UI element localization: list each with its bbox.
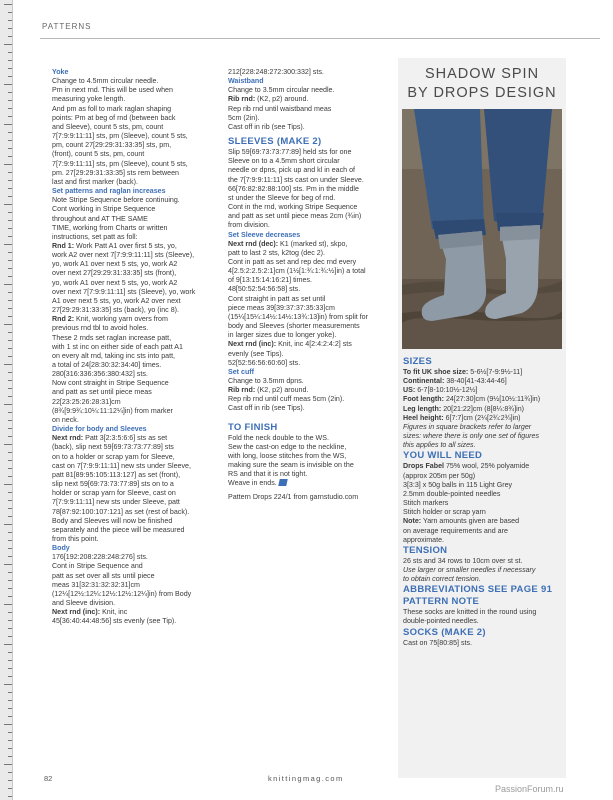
ruler-tick bbox=[4, 284, 12, 285]
body-line: 7[7:9:9:11:11] new sts under Sleeve, patt bbox=[52, 498, 180, 507]
body-line: on every alt rnd, taking inc sts into patt, bbox=[52, 351, 176, 360]
ruler-tick bbox=[8, 660, 12, 661]
ruler-tick bbox=[8, 372, 12, 373]
socks-photo bbox=[402, 109, 562, 349]
ruler-tick bbox=[8, 300, 12, 301]
ruler-tick bbox=[8, 236, 12, 237]
ruler-tick bbox=[8, 548, 12, 549]
ruler-tick bbox=[8, 732, 12, 733]
body-line: and Sleeve division. bbox=[52, 599, 116, 608]
ruler-tick bbox=[8, 108, 12, 109]
watermark: PassionForum.ru bbox=[495, 784, 564, 794]
ruler-tick bbox=[8, 172, 12, 173]
body-line: Change to 3.5mm dpns. bbox=[228, 377, 304, 385]
body-line: Stitch markers bbox=[403, 499, 449, 508]
body-line: 5cm (2in). bbox=[228, 113, 260, 122]
ruler-tick bbox=[8, 228, 12, 229]
ruler-tick bbox=[8, 116, 12, 117]
body-line: Cont in Stripe Sequence and bbox=[52, 562, 143, 571]
body-line: These 2 rnds set raglan increase patt, bbox=[52, 333, 172, 342]
ruler-tick bbox=[8, 196, 12, 197]
ruler-tick bbox=[8, 52, 12, 53]
ruler-tick bbox=[8, 316, 12, 317]
body-line: with 1 st inc on either side of each patt A1 bbox=[52, 342, 183, 351]
sidebar-title-designer: BY DROPS DESIGN bbox=[407, 85, 557, 101]
body-line: cast on 7[7:9:9:11:11] new sts under Sleeve, bbox=[52, 461, 191, 470]
body-line: Note Stripe Sequence before continuing. bbox=[52, 196, 180, 205]
body-line: Rib rnd: (K2, p2) around. bbox=[228, 95, 309, 104]
ruler-tick bbox=[8, 740, 12, 741]
ruler-tick bbox=[4, 164, 12, 165]
body-line: on to a holder or scrap yarn for Sleeve, bbox=[52, 452, 175, 461]
body-line: 48[50:52:54:56:58] sts. bbox=[228, 285, 301, 294]
ruler-tick bbox=[8, 292, 12, 293]
body-line: Now cont straight in Stripe Sequence bbox=[52, 379, 169, 388]
ruler-tick bbox=[8, 12, 12, 13]
body-line: a total of 24[28:30:32:34:40] times. bbox=[52, 361, 162, 369]
body-line: 27[29:29:31:33:35] sts (back), yo (inc 8). bbox=[52, 306, 179, 315]
middle-column bbox=[228, 68, 393, 502]
body-line: Cast on 75[80:85] sts. bbox=[403, 638, 473, 647]
body-line: work A2 over next 7[7:9:9:11:11] sts (Sleeve), bbox=[52, 251, 195, 260]
body-line: Cont straight in patt as set until bbox=[228, 294, 326, 303]
ruler-tick bbox=[8, 772, 12, 773]
body-line: Fold the neck double to the WS. bbox=[228, 433, 329, 442]
ruler-tick bbox=[8, 36, 12, 37]
body-line: 52[52:56:56:60:60] sts. bbox=[228, 358, 301, 367]
body-line: measuring yoke length. bbox=[52, 95, 126, 104]
body-line: of 9[13:15:14:16:21] times. bbox=[228, 276, 312, 285]
note-line: sizes: where there is only one set of figures bbox=[403, 432, 540, 441]
body-line: Rnd 2: Knit, working yarn overs from bbox=[52, 315, 168, 324]
body-line: (front), count 5 sts, pm, count bbox=[52, 150, 145, 159]
body-line: meas 31[32:31:32:32:31]cm bbox=[52, 580, 140, 589]
body-line: yo, work A1 over next 5 sts, yo, work A2 bbox=[52, 278, 178, 287]
body-line: Cont in the rnd, working Stripe Sequence bbox=[228, 203, 358, 212]
ruler-tick bbox=[8, 428, 12, 429]
subheading: Body bbox=[52, 544, 70, 553]
ruler-tick bbox=[8, 436, 12, 437]
body-line: the 7[7:9:9:11:11] sts cast on under Sleeve. bbox=[228, 175, 364, 184]
pattern-sidebar bbox=[398, 58, 566, 778]
ruler-tick bbox=[8, 396, 12, 397]
ruler-tick bbox=[4, 364, 12, 365]
body-line: Rep rib rnd until cuff meas 5cm (2in). bbox=[228, 395, 345, 404]
sidebar-title bbox=[398, 58, 566, 103]
body-line: Pattern Drops 224/1 from garnstudio.com bbox=[228, 492, 359, 501]
ruler-tick bbox=[8, 596, 12, 597]
note-line: Use larger or smaller needles if necessary bbox=[403, 565, 536, 574]
body-line: 66[76:82:82:88:100] sts. Pm in the middle bbox=[228, 184, 359, 193]
ruler-tick bbox=[8, 636, 12, 637]
body-line: throughout and AT THE SAME bbox=[52, 214, 148, 223]
ruler-tick bbox=[8, 612, 12, 613]
body-line: Change to 3.5mm circular needle. bbox=[228, 86, 335, 95]
body-line: Change to 4.5mm circular needle. bbox=[52, 77, 159, 86]
subheading: Yoke bbox=[52, 68, 69, 76]
body-line: Body and Sleeves will now be finished bbox=[52, 516, 173, 525]
body-line: last and first marker (back). bbox=[52, 177, 138, 186]
ruler-tick bbox=[8, 180, 12, 181]
body-line: Note: Yarn amounts given are based bbox=[403, 517, 520, 526]
ruler-tick bbox=[8, 220, 12, 221]
body-line: 176[192:208:228:248:276] sts. bbox=[52, 553, 148, 562]
ruler-tick bbox=[8, 492, 12, 493]
body-line: Next rnd: Patt 3[2:3:5:6:6] sts as set bbox=[52, 434, 168, 443]
ruler-tick bbox=[8, 420, 12, 421]
body-line: Cont in patt as set and rep dec rnd every bbox=[228, 257, 357, 266]
body-line: piece meas 39[39:37:37:35:33]cm bbox=[228, 303, 335, 312]
body-line: on neck. bbox=[52, 415, 79, 424]
body-line: points: Pm at beg of rnd (between back bbox=[52, 113, 176, 122]
ruler-tick bbox=[8, 252, 12, 253]
body-line: Drops Fabel 75% wool, 25% polyamide bbox=[403, 462, 530, 471]
body-line: Cast off in rib (see Tips). bbox=[228, 122, 305, 131]
ruler-tick bbox=[8, 476, 12, 477]
ruler-tick bbox=[4, 524, 12, 525]
body-line: instructions, set patt as foll: bbox=[52, 232, 138, 241]
ruler-tick bbox=[8, 620, 12, 621]
ruler-tick bbox=[8, 756, 12, 757]
spacer bbox=[228, 414, 393, 418]
body-line: TIME, working from Charts or written bbox=[52, 223, 168, 232]
ruler-tick bbox=[8, 748, 12, 749]
ruler-tick bbox=[4, 124, 12, 125]
section-label: PATTERNS bbox=[42, 22, 92, 31]
ruler-tick bbox=[8, 260, 12, 261]
ruler-tick bbox=[8, 580, 12, 581]
ruler-tick bbox=[8, 308, 12, 309]
ruler-tick bbox=[4, 404, 12, 405]
ruler-tick bbox=[8, 92, 12, 93]
section-heading: SOCKS (MAKE 2) bbox=[403, 626, 486, 638]
body-line: 7[7:9:9:11:11] sts, pm (Sleeve), count 5 sts, bbox=[52, 132, 188, 141]
body-line: and Sleeve), count 5 sts, pm, count bbox=[52, 122, 164, 131]
body-line: (approx 205m per 50g) bbox=[403, 471, 476, 480]
body-line: (back), slip next 59[69:73:73:77:89] sts bbox=[52, 443, 174, 452]
body-line: making sure the seam is invisible on the bbox=[228, 461, 354, 470]
ruler-tick bbox=[4, 764, 12, 765]
ruler-tick bbox=[8, 412, 12, 413]
body-line: evenly (see Tips). bbox=[228, 349, 284, 358]
ruler-tick bbox=[8, 452, 12, 453]
body-line: Next rnd (dec): K1 (marked st), skpo, bbox=[228, 239, 348, 248]
ruler-tick bbox=[4, 324, 12, 325]
body-line: 7[7:9:9:11:11] sts, pm (Sleeve), count 5 sts, bbox=[52, 159, 188, 168]
body-line: Rep rib rnd until waistband meas bbox=[228, 104, 332, 113]
body-line: And pm as foll to mark raglan shaping bbox=[52, 104, 172, 113]
ruler-tick bbox=[8, 340, 12, 341]
body-line: 212[228:248:272:300:332] sts. bbox=[228, 68, 324, 76]
ruler-tick bbox=[4, 204, 12, 205]
body-line: double-pointed needles. bbox=[403, 617, 479, 626]
ruler-tick bbox=[4, 244, 12, 245]
ruler-tick bbox=[8, 348, 12, 349]
sidebar-title-name: SHADOW SPIN bbox=[424, 66, 540, 82]
body-line: over next 7[7:9:9:11:11] sts (Sleeve), yo, work bbox=[52, 287, 196, 296]
body-line: US: 6-7[8-10:10½-12½] bbox=[403, 386, 478, 395]
body-line: Next rnd (inc): Knit, inc bbox=[52, 608, 128, 617]
body-line: Heel height: 6[7:7]cm (2¼[2¾:2¾]in) bbox=[403, 413, 521, 422]
body-line: RS and that it is not tight. bbox=[228, 470, 308, 479]
section-heading: PATTERN NOTE bbox=[403, 596, 480, 608]
ruler-tick bbox=[4, 604, 12, 605]
body-line: pm. 27[29:29:31:33:35] sts rem between bbox=[52, 168, 179, 177]
end-mark-icon bbox=[278, 479, 287, 486]
socks-photo-image bbox=[402, 109, 562, 349]
subheading: Set cuff bbox=[228, 367, 255, 376]
left-column bbox=[52, 68, 217, 627]
body-line: 26 sts and 34 rows to 10cm over st st. bbox=[403, 556, 523, 565]
body-line: Rnd 1: Work Patt A1 over first 5 sts, yo, bbox=[52, 241, 177, 250]
body-line: st under the Sleeve for beg of rnd. bbox=[228, 193, 336, 202]
body-line: with long, loose stitches from the WS, bbox=[228, 451, 347, 460]
ruler-tick bbox=[8, 380, 12, 381]
body-line: Continental: 38-40[41-43:44-46] bbox=[403, 377, 507, 386]
section-heading: YOU WILL NEED bbox=[403, 450, 483, 462]
ruler-tick bbox=[4, 644, 12, 645]
ruler-tick bbox=[8, 676, 12, 677]
body-line: 22[23:25:26:28:31]cm bbox=[52, 397, 121, 406]
ruler-tick bbox=[8, 460, 12, 461]
body-line: needle or dpns, pick up and kl in each of bbox=[228, 166, 355, 175]
body-line: Slip 59[69:73:73:77:89] held sts for one bbox=[228, 148, 352, 157]
body-line: approximate. bbox=[403, 535, 445, 544]
ruler-tick bbox=[8, 100, 12, 101]
body-line: patt as set over all sts until piece bbox=[52, 571, 155, 580]
ruler-tick bbox=[8, 532, 12, 533]
body-line: patt 81[89:95:105:113:127] as set (front), bbox=[52, 470, 181, 479]
body-line: previous rnd tbl to avoid holes. bbox=[52, 324, 149, 333]
ruler-tick bbox=[4, 44, 12, 45]
ruler-tick bbox=[8, 788, 12, 789]
ruler-tick bbox=[8, 540, 12, 541]
ruler-tick bbox=[8, 60, 12, 61]
body-line: Pm in next rnd. This will be used when bbox=[52, 86, 173, 95]
ruler-tick bbox=[4, 564, 12, 565]
subheading: Set patterns and raglan increases bbox=[52, 187, 166, 196]
ruler-tick bbox=[4, 444, 12, 445]
body-line: holder or scrap yarn for Sleeve, cast on bbox=[52, 489, 176, 498]
ruler-tick bbox=[8, 692, 12, 693]
body-line: (12¼[12½:12¼:12½:12½:12¼]in) from Body bbox=[52, 589, 192, 598]
section-heading: TO FINISH bbox=[228, 421, 278, 433]
ruler-tick bbox=[4, 484, 12, 485]
body-line: separately and the piece will be measured bbox=[52, 525, 185, 534]
ruler-tick bbox=[8, 708, 12, 709]
body-line: 2.5mm double-pointed needles bbox=[403, 489, 501, 498]
ruler-tick bbox=[8, 212, 12, 213]
ruler-tick bbox=[8, 652, 12, 653]
ruler-tick bbox=[8, 700, 12, 701]
ruler-tick bbox=[8, 516, 12, 517]
ruler-tick bbox=[8, 332, 12, 333]
ruler-tick bbox=[8, 500, 12, 501]
body-line: 4[2.5:2:2.5:2:1]cm (1½[1:¾:1:¾:½]in) a total bbox=[228, 267, 366, 276]
ruler-tick bbox=[8, 132, 12, 133]
ruler-tick bbox=[4, 84, 12, 85]
ruler-tick bbox=[8, 388, 12, 389]
ruler-tick bbox=[4, 4, 12, 5]
header-divider bbox=[40, 38, 600, 39]
ruler-tick bbox=[8, 276, 12, 277]
subheading: Waistband bbox=[228, 77, 264, 86]
sidebar-details bbox=[403, 356, 563, 648]
body-line: from division. bbox=[228, 221, 270, 230]
subheading: Set Sleeve decreases bbox=[228, 230, 301, 239]
body-line: pm, count 27[29:29:31:33:35] sts, pm, bbox=[52, 141, 172, 150]
ruler-tick bbox=[8, 716, 12, 717]
body-line: Next rnd (inc): Knit, inc 4[2:4:2:4:2] sts bbox=[228, 340, 352, 349]
body-line: in larger sizes due to longer yoke). bbox=[228, 331, 337, 340]
note-line: this applies to all sizes. bbox=[403, 441, 476, 450]
body-line: (8¾[9:9¾:10¼:11:12¼]in) from marker bbox=[52, 406, 173, 415]
section-heading: ABBREVIATIONS SEE PAGE 91 bbox=[403, 584, 553, 596]
body-line: Cont working in Stripe Sequence bbox=[52, 205, 156, 214]
body-line: yo, work A1 over next 5 sts, yo, work A2 bbox=[52, 260, 178, 269]
body-line: A1 over next 5 sts, yo, work A2 over next bbox=[52, 296, 181, 305]
body-line: Sleeve on to a 4.5mm short circular bbox=[228, 157, 340, 166]
body-line: patt to last 2 sts, k2tog (dec 2). bbox=[228, 248, 325, 257]
body-line: Foot length: 24[27:30]cm (9½[10½:11¾]in) bbox=[403, 395, 541, 404]
ruler-tick bbox=[8, 468, 12, 469]
note-line: Figures in square brackets refer to larger bbox=[403, 422, 532, 431]
site-url: knittingmag.com bbox=[268, 774, 344, 783]
section-heading: SLEEVES (MAKE 2) bbox=[228, 136, 322, 148]
section-heading: TENSION bbox=[403, 544, 448, 556]
body-line: 78[87:92:100:107:121] as set (rest of back). bbox=[52, 507, 190, 516]
body-line: Leg length: 20[21:22]cm (8[8¼:8¾]in) bbox=[403, 404, 525, 413]
body-line: slip next 59[69:73:73:77:89] sts on to a bbox=[52, 480, 174, 489]
body-line: Sew the cast-on edge to the neckline, bbox=[228, 442, 347, 451]
ruler-tick bbox=[8, 148, 12, 149]
ruler-tick bbox=[8, 628, 12, 629]
page-number: 82 bbox=[44, 774, 53, 783]
body-line: Cast off in rib (see Tips). bbox=[228, 404, 305, 413]
body-line: (15¼[15¼:14½:14½:13¾:13]in) from split for bbox=[228, 312, 368, 321]
body-line: These socks are knitted in the round using bbox=[403, 608, 537, 617]
ruler-tick bbox=[8, 20, 12, 21]
body-line: 3[3:3] x 50g balls in 115 Light Grey bbox=[403, 480, 513, 489]
ruler-tick bbox=[8, 588, 12, 589]
body-line: and patt as set until piece meas bbox=[52, 388, 152, 397]
ruler-tick bbox=[8, 76, 12, 77]
body-line: from this point. bbox=[52, 534, 99, 543]
body-line: Weave in ends. bbox=[228, 479, 393, 488]
ruler-tick bbox=[8, 28, 12, 29]
body-line: 280[316:336:356:380:432] sts. bbox=[52, 370, 148, 379]
margin-ruler bbox=[0, 0, 13, 800]
ruler-tick bbox=[8, 780, 12, 781]
body-line: Rib rnd: (K2, p2) around. bbox=[228, 386, 309, 395]
body-line: body and Sleeves (shorter measurements bbox=[228, 322, 360, 331]
body-line: 45[36:40:44:48:56] sts evenly (see Tip). bbox=[52, 617, 177, 626]
section-heading: SIZES bbox=[403, 356, 432, 367]
ruler-tick bbox=[8, 140, 12, 141]
ruler-tick bbox=[4, 684, 12, 685]
ruler-tick bbox=[8, 68, 12, 69]
body-line: Stitch holder or scrap yarn bbox=[403, 508, 486, 517]
body-line: and patt as set until piece meas 2cm (¾in) bbox=[228, 212, 362, 221]
body-line: over next 27[29:29:31:33:35] sts (front), bbox=[52, 269, 177, 278]
ruler-tick bbox=[8, 188, 12, 189]
ruler-tick bbox=[8, 156, 12, 157]
ruler-tick bbox=[8, 796, 12, 797]
ruler-tick bbox=[8, 572, 12, 573]
ruler-tick bbox=[8, 556, 12, 557]
ruler-tick bbox=[4, 724, 12, 725]
note-line: to obtain correct tension. bbox=[403, 575, 481, 584]
ruler-tick bbox=[8, 356, 12, 357]
ruler-tick bbox=[8, 268, 12, 269]
ruler-tick bbox=[8, 668, 12, 669]
ruler-tick bbox=[8, 508, 12, 509]
subheading: Divide for body and Sleeves bbox=[52, 425, 147, 434]
body-line: on average requirements and are bbox=[403, 526, 508, 535]
body-line: To fit UK shoe size: 5-6½[7-9:9½-11] bbox=[403, 368, 523, 376]
